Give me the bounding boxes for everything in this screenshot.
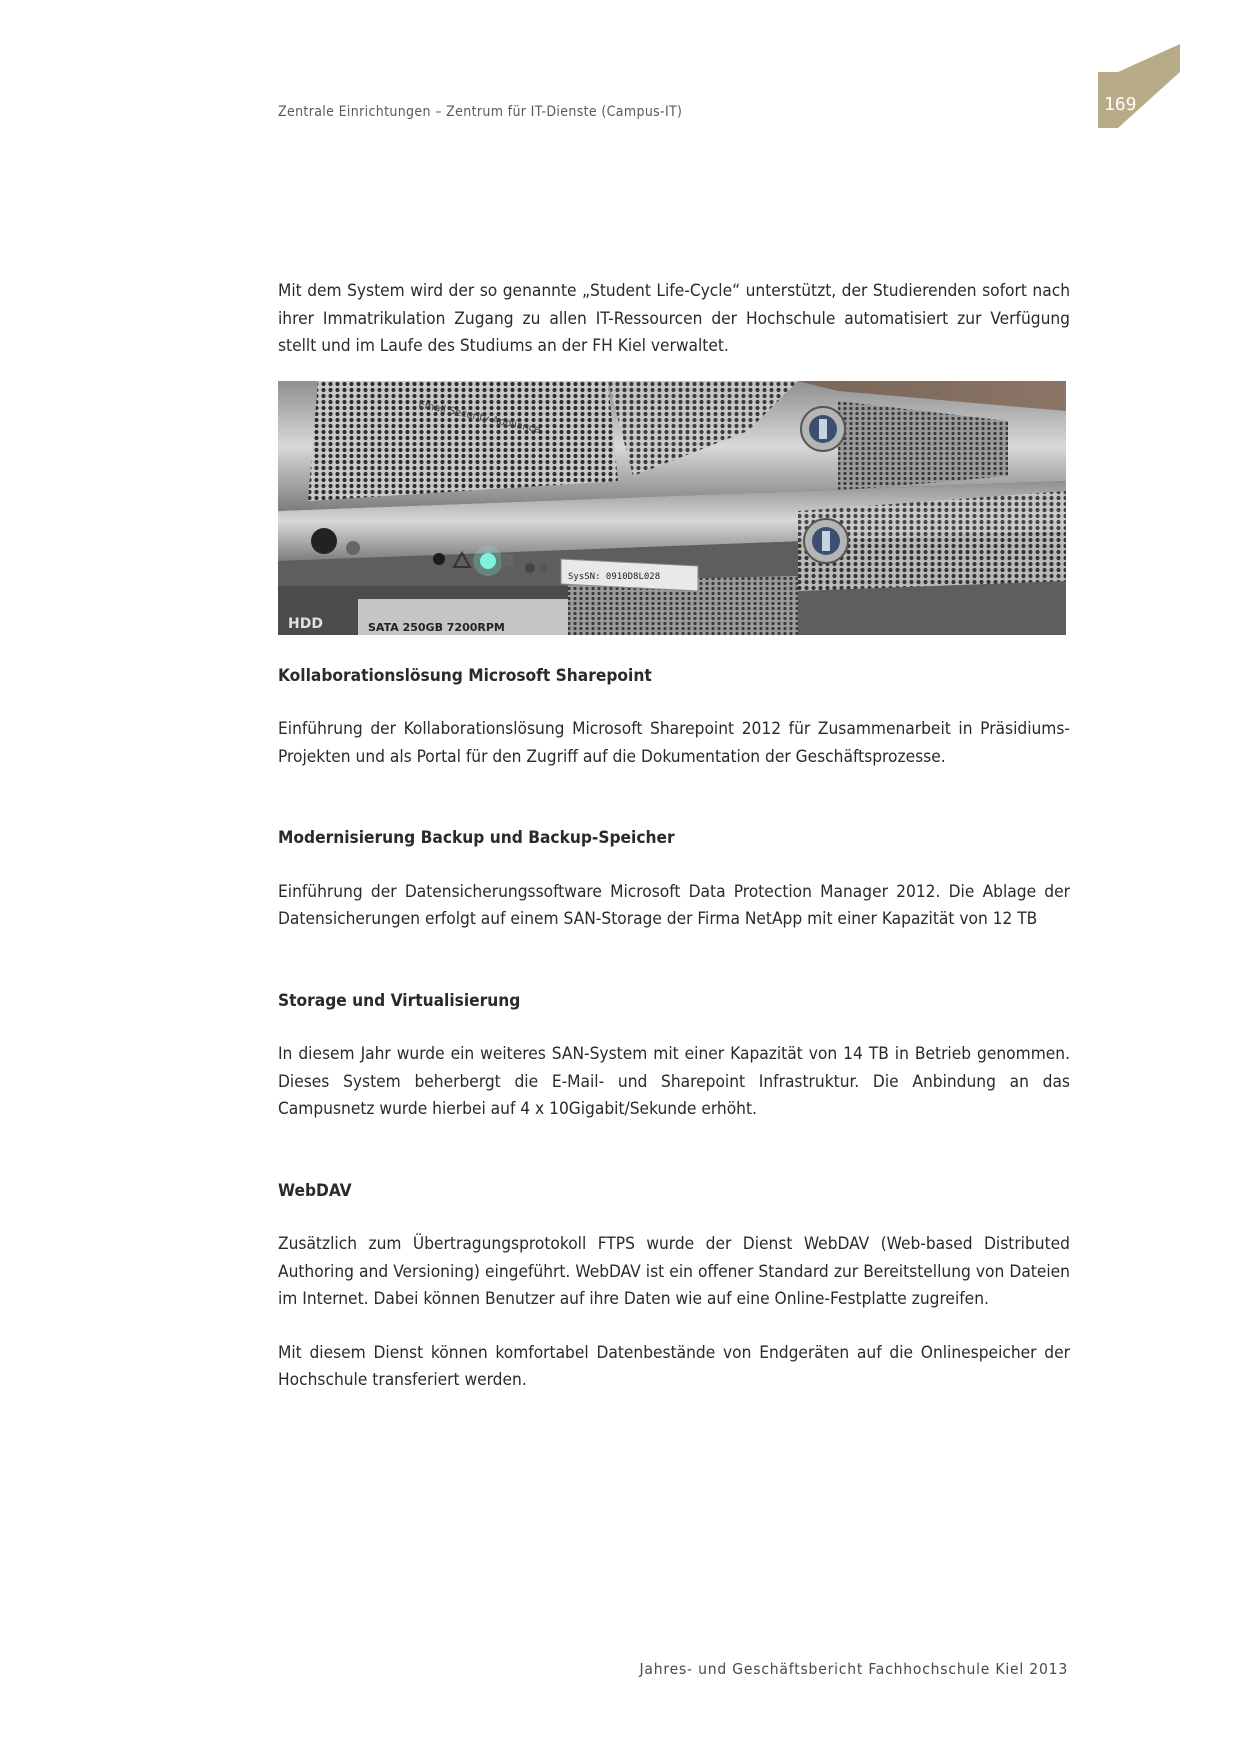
main-content — [278, 278, 1070, 1395]
section-heading-storage: Storage und Virtualisierung — [278, 990, 521, 1011]
page-number-tab — [1098, 44, 1180, 128]
section-heading-backup: Modernisierung Backup und Backup-Speicher — [278, 828, 675, 848]
section-paragraph-backup: Einführung der Datensicherungssoftware Microsoft Data Protection Manager 2012. Die Ablage der Datensicherungen erfolgt auf einem SAN-Storage der Firma NetApp mit einer Kapazität von 12 TB — [278, 881, 1070, 929]
appliance-label: Email Security Appliance — [417, 398, 542, 436]
section-paragraph-webdav-2: Mit diesem Dienst können komfortabel Datenbestände von Endgeräten auf die Onlinespeicher der Hochschule transferiert werden. — [278, 1342, 1070, 1390]
section-heading-webdav: WebDAV — [278, 1180, 352, 1201]
server-rack-photo — [278, 381, 1066, 635]
intro-paragraph: Mit dem System wird der so genannte „Student Life-Cycle“ unterstützt, der Studierenden sofort nach ihrer Immatrikulation Zugang zu allen IT-Ressourcen der Hochschule automatisiert zur Verfügung stellt und im Laufe des Studiums an der FH Kiel verwaltet. — [278, 281, 1070, 356]
page-number: 169 — [1104, 94, 1137, 115]
page-footer: Jahres- und Geschäftsbericht Fachhochschule Kiel 2013 — [639, 1660, 1068, 1678]
section-paragraph-webdav-1: Zusätzlich zum Übertragungsprotokoll FTPS wurde der Dienst WebDAV (Web-based Distributed Authoring and Versioning) eingeführt. WebDAV ist ein offener Standard zur Bereitstellung von Dateien im Internet. Dabei können Benutzer auf ihre Daten wie auf eine Online-Festplatte zugreifen. — [278, 1234, 1070, 1309]
section-heading-sharepoint: Kollaborationslösung Microsoft Sharepoint — [278, 665, 652, 686]
hdd-label: HDD — [288, 615, 323, 632]
running-head: Zentrale Einrichtungen – Zentrum für IT-Dienste (Campus-IT) — [278, 104, 683, 120]
section-paragraph-storage: In diesem Jahr wurde ein weiteres SAN-System mit einer Kapazität von 14 TB in Betrieb genommen. Dieses System beherbergt die E-Mail- und Sharepoint Infrastruktur. Die Anbindung an das Campusnetz wurde hierbei auf 4 x 10Gigabit/Sekunde erhöht. — [278, 1044, 1070, 1119]
sata-label: SATA 250GB 7200RPM — [368, 620, 505, 634]
section-paragraph-sharepoint: Einführung der Kollaborationslösung Microsoft Sharepoint 2012 für Zusammenarbeit in Präsidiums-Projekten und als Portal für den Zugriff auf die Dokumentation der Geschäftsprozesse. — [278, 719, 1070, 767]
serial-label: SysSN: 0910D8L028 — [568, 571, 661, 582]
page-tab-shape — [1098, 44, 1180, 128]
